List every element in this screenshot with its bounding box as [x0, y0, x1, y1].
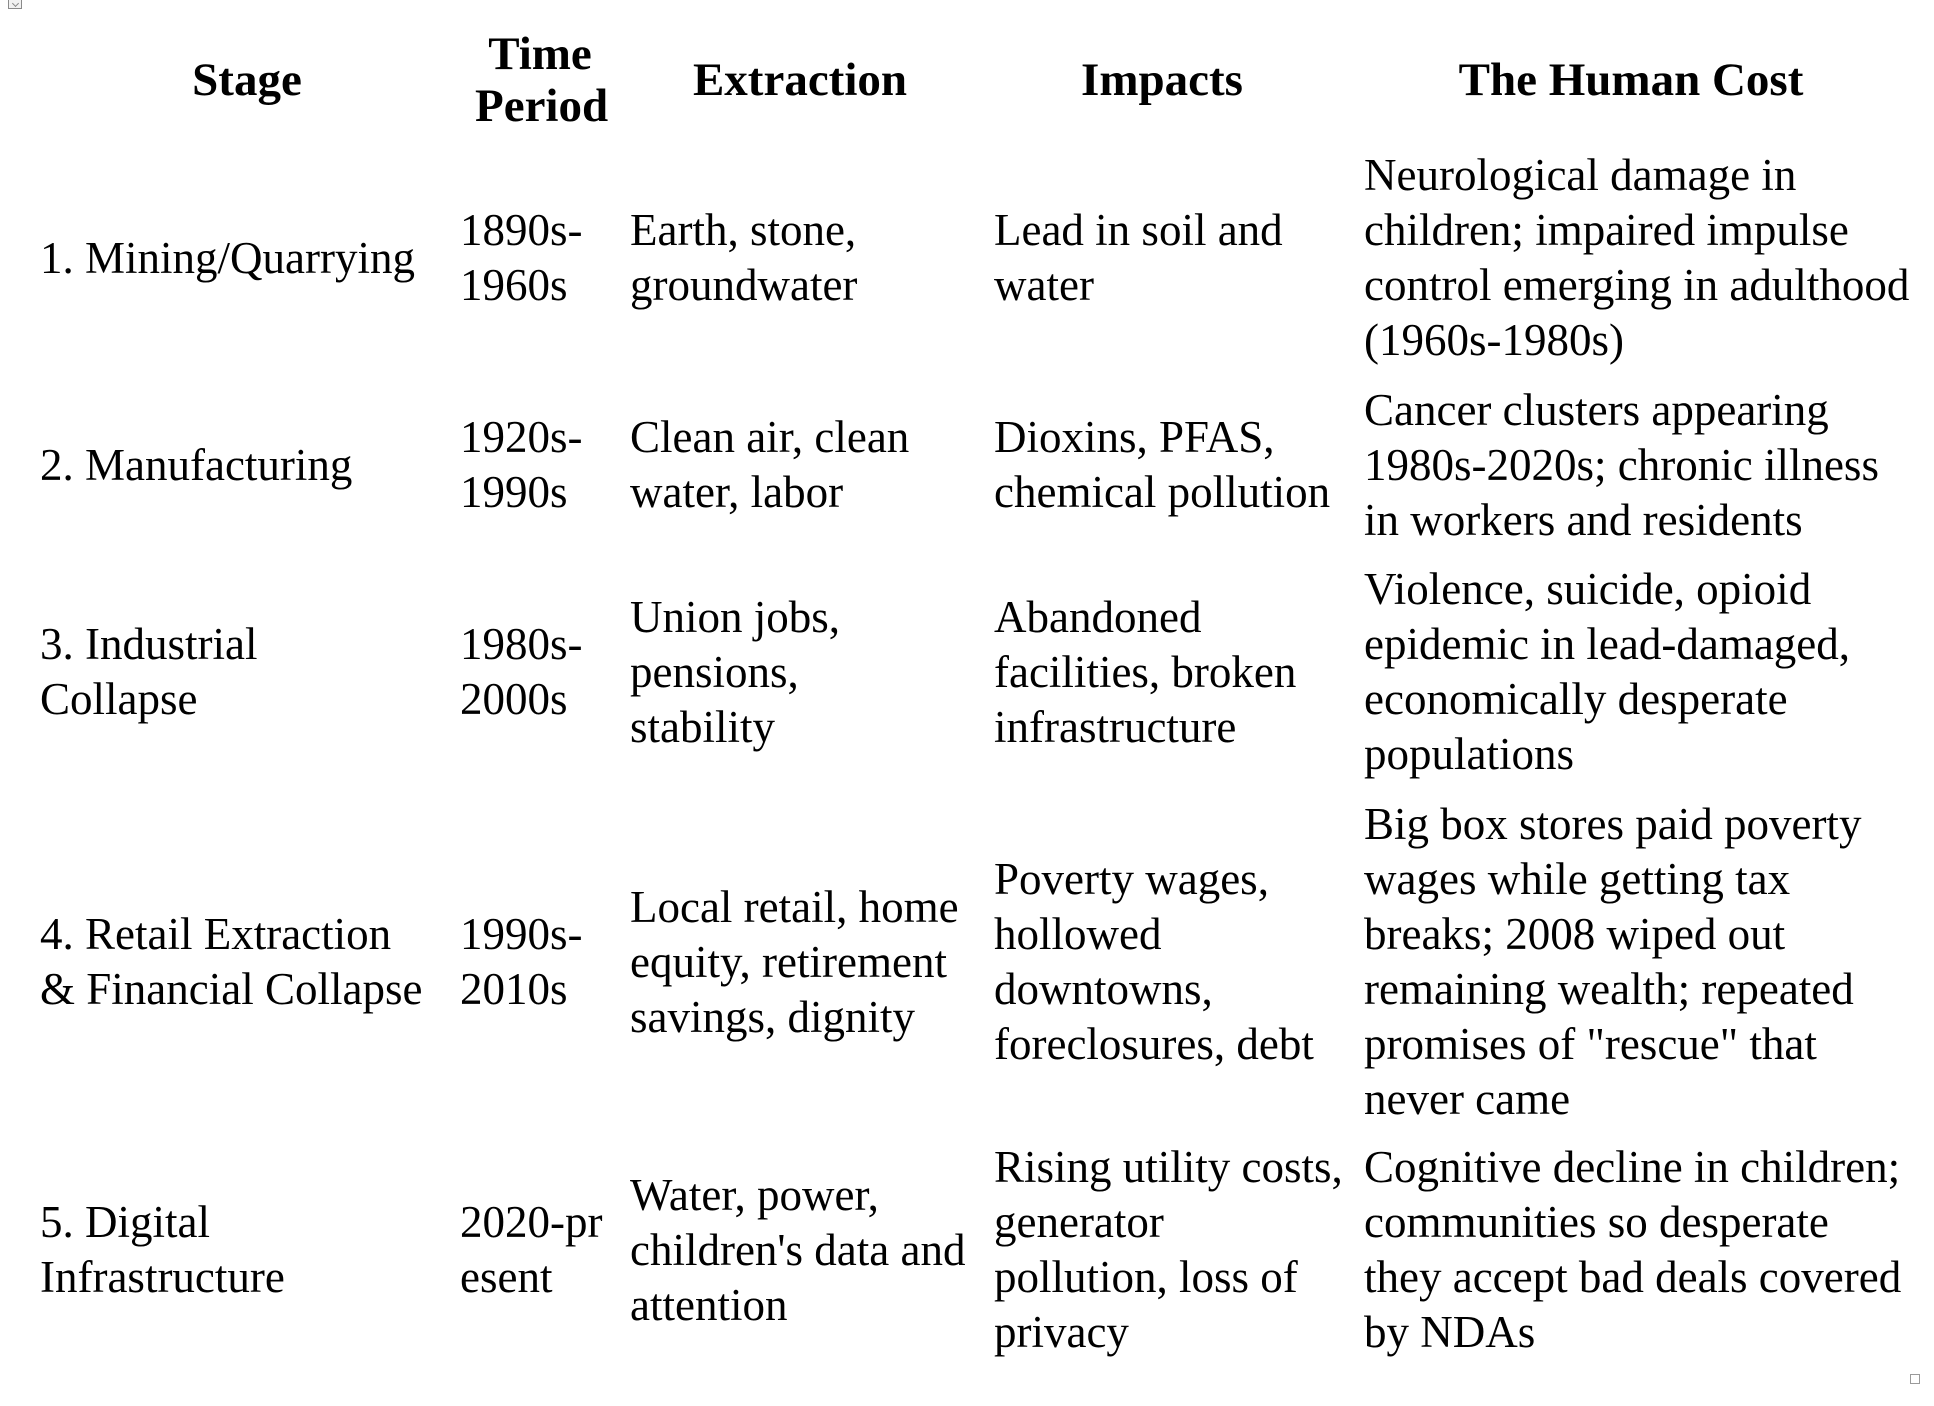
- impacts-text: Lead in soil and water: [994, 205, 1283, 310]
- human-cost-cell: [1348, 376, 1914, 554]
- stage-text: 4. Retail Extraction & Financial Collapse: [40, 909, 423, 1014]
- impacts-cell: [976, 376, 1348, 554]
- human-cost-cell: [1348, 1134, 1914, 1366]
- human-cost-cell: [1348, 790, 1914, 1134]
- impacts-text: Abandoned facilities, broken infrastructure: [994, 591, 1297, 752]
- table-row: [38, 554, 1914, 790]
- impacts-cell: [976, 554, 1348, 790]
- stage-cell: [38, 376, 456, 554]
- embedded-object-handle-icon[interactable]: [8, 0, 22, 9]
- stage-cell: [38, 140, 456, 376]
- extraction-cell: [624, 1134, 976, 1366]
- stage-text: 1. Mining/Quarrying: [40, 232, 415, 283]
- time-period-text: 1980s-2000s: [460, 619, 583, 724]
- time-period-cell: [456, 140, 624, 376]
- header-time-period: [456, 20, 624, 140]
- header-human-cost: The Human Cost: [1458, 54, 1804, 106]
- extraction-text: Water, power, children's data and attention: [630, 1169, 966, 1330]
- stage-cell: [38, 554, 456, 790]
- table-row: [38, 1134, 1914, 1366]
- stage-cell: [38, 790, 456, 1134]
- extraction-text: Union jobs, pensions, stability: [630, 591, 841, 752]
- header-extraction: Extraction: [692, 54, 908, 106]
- extraction-cell: [624, 554, 976, 790]
- header-impacts: Impacts: [1081, 54, 1243, 106]
- extraction-text: Clean air, clean water, labor: [630, 412, 910, 517]
- stages-table: [38, 20, 1914, 1366]
- impacts-text: Rising utility costs, generator pollution, loss of privacy: [994, 1142, 1343, 1357]
- table-row: [38, 790, 1914, 1134]
- extraction-text: Earth, stone, groundwater: [630, 205, 858, 310]
- time-period-text: 1990s-2010s: [460, 909, 583, 1014]
- extraction-cell: [624, 140, 976, 376]
- impacts-cell: [976, 1134, 1348, 1366]
- stage-text: 5. Digital Infrastructure: [40, 1197, 285, 1302]
- stage-text: 3. Industrial Collapse: [40, 619, 258, 724]
- table-header-row: [38, 20, 1914, 140]
- extraction-cell: [624, 376, 976, 554]
- impacts-cell: [976, 790, 1348, 1134]
- time-period-cell: [456, 790, 624, 1134]
- human-cost-text: Cancer clusters appearing 1980s-2020s; chronic illness in workers and residents: [1364, 384, 1879, 545]
- human-cost-cell: [1348, 554, 1914, 790]
- time-period-cell: [456, 376, 624, 554]
- human-cost-text: Big box stores paid poverty wages while getting tax breaks; 2008 wiped out remaining wealth; repeated promises of "rescue" that never came: [1364, 799, 1862, 1124]
- impacts-cell: [976, 140, 1348, 376]
- impacts-text: Dioxins, PFAS, chemical pollution: [994, 412, 1331, 517]
- resize-handle-icon[interactable]: [1910, 1374, 1920, 1384]
- human-cost-cell: [1348, 140, 1914, 376]
- human-cost-text: Violence, suicide, opioid epidemic in lead-damaged, economically desperate populations: [1364, 564, 1851, 779]
- table-row: [38, 376, 1914, 554]
- time-period-text: 1890s-1960s: [460, 205, 583, 310]
- table-row: [38, 140, 1914, 376]
- time-period-cell: [456, 554, 624, 790]
- stage-text: 2. Manufacturing: [40, 439, 353, 490]
- header-time-period-text: Time Period: [475, 28, 609, 132]
- impacts-text: Poverty wages, hollowed downtowns, foreclosures, debt: [994, 854, 1314, 1069]
- time-period-text: 1920s-1990s: [460, 412, 583, 517]
- extraction-text: Local retail, home equity, retirement savings, dignity: [630, 881, 959, 1042]
- header-stage: Stage: [192, 54, 302, 106]
- human-cost-text: Neurological damage in children; impaired impulse control emerging in adulthood (1960s-1980s): [1364, 150, 1910, 365]
- time-period-text: 2020-present: [460, 1197, 603, 1302]
- stage-cell: [38, 1134, 456, 1366]
- extraction-cell: [624, 790, 976, 1134]
- time-period-cell: [456, 1134, 624, 1366]
- human-cost-text: Cognitive decline in children; communities so desperate they accept bad deals covered by NDAs: [1364, 1142, 1902, 1357]
